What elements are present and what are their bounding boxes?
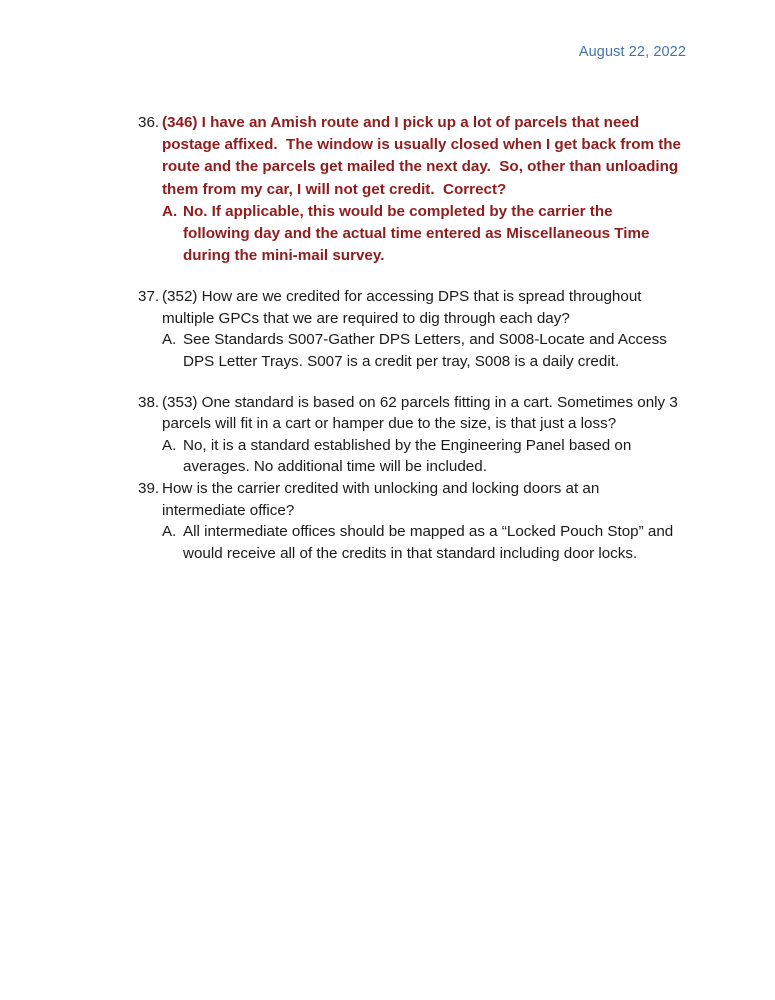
question-number-38: 38. bbox=[138, 393, 160, 411]
question-text-39: How is the carrier credited with unlocking and locking doors at an intermediate office? bbox=[162, 479, 604, 519]
question-number-36: 36. bbox=[138, 114, 160, 131]
question-text-38: (353) One standard is based on 62 parcels fitting in a cart. Sometimes only 3 parcels will fit in a cart or hamper due to the size, is that just a loss? bbox=[162, 393, 683, 433]
qa-list bbox=[138, 112, 686, 583]
question-38 bbox=[138, 392, 682, 435]
answer-text-36: No. If applicable, this would be completed by the carrier the following day and the actual time entered as Miscellaneous Time during the mini-mail survey. bbox=[183, 202, 654, 265]
answer-text-38: No, it is a standard established by the Engineering Panel based on averages. No additional time will be included. bbox=[183, 436, 636, 476]
qa-item-39 bbox=[138, 478, 682, 564]
question-text-36: (346) I have an Amish route and I pick up a lot of parcels that need postage affixed. The window is usually closed when I get back from the route and the parcels get mailed the next day. So, other than unloading them from my car, I will not get credit. Correct? bbox=[162, 114, 686, 198]
answer-label-39: A. bbox=[162, 523, 177, 541]
answer-39 bbox=[162, 521, 682, 564]
question-text-37: (352) How are we credited for accessing DPS that is spread throughout multiple GPCs that we are required to dig through each day? bbox=[162, 288, 646, 327]
answer-text-37: See Standards S007-Gather DPS Letters, and S008-Locate and Access DPS Letter Trays. S007 is a credit per tray, S008 is a daily credit. bbox=[183, 331, 672, 371]
qa-item-38 bbox=[138, 392, 682, 478]
answer-label-38: A. bbox=[162, 436, 177, 454]
question-36 bbox=[138, 112, 686, 201]
question-number-37: 37. bbox=[138, 288, 160, 306]
answer-text-39: All intermediate offices should be mapped as a “Locked Pouch Stop” and would receive all of the credits in that standard including door locks. bbox=[183, 523, 678, 562]
qa-item-37 bbox=[138, 286, 682, 372]
question-39 bbox=[138, 478, 682, 521]
answer-38 bbox=[162, 435, 682, 478]
question-37 bbox=[138, 286, 682, 329]
document-date: August 22, 2022 bbox=[578, 44, 686, 60]
answer-36 bbox=[162, 201, 682, 268]
answer-37 bbox=[162, 329, 682, 372]
answer-label-37: A. bbox=[162, 331, 177, 349]
qa-item-36 bbox=[138, 112, 686, 267]
answer-label-36: A. bbox=[162, 202, 178, 220]
question-number-39: 39. bbox=[138, 479, 160, 497]
